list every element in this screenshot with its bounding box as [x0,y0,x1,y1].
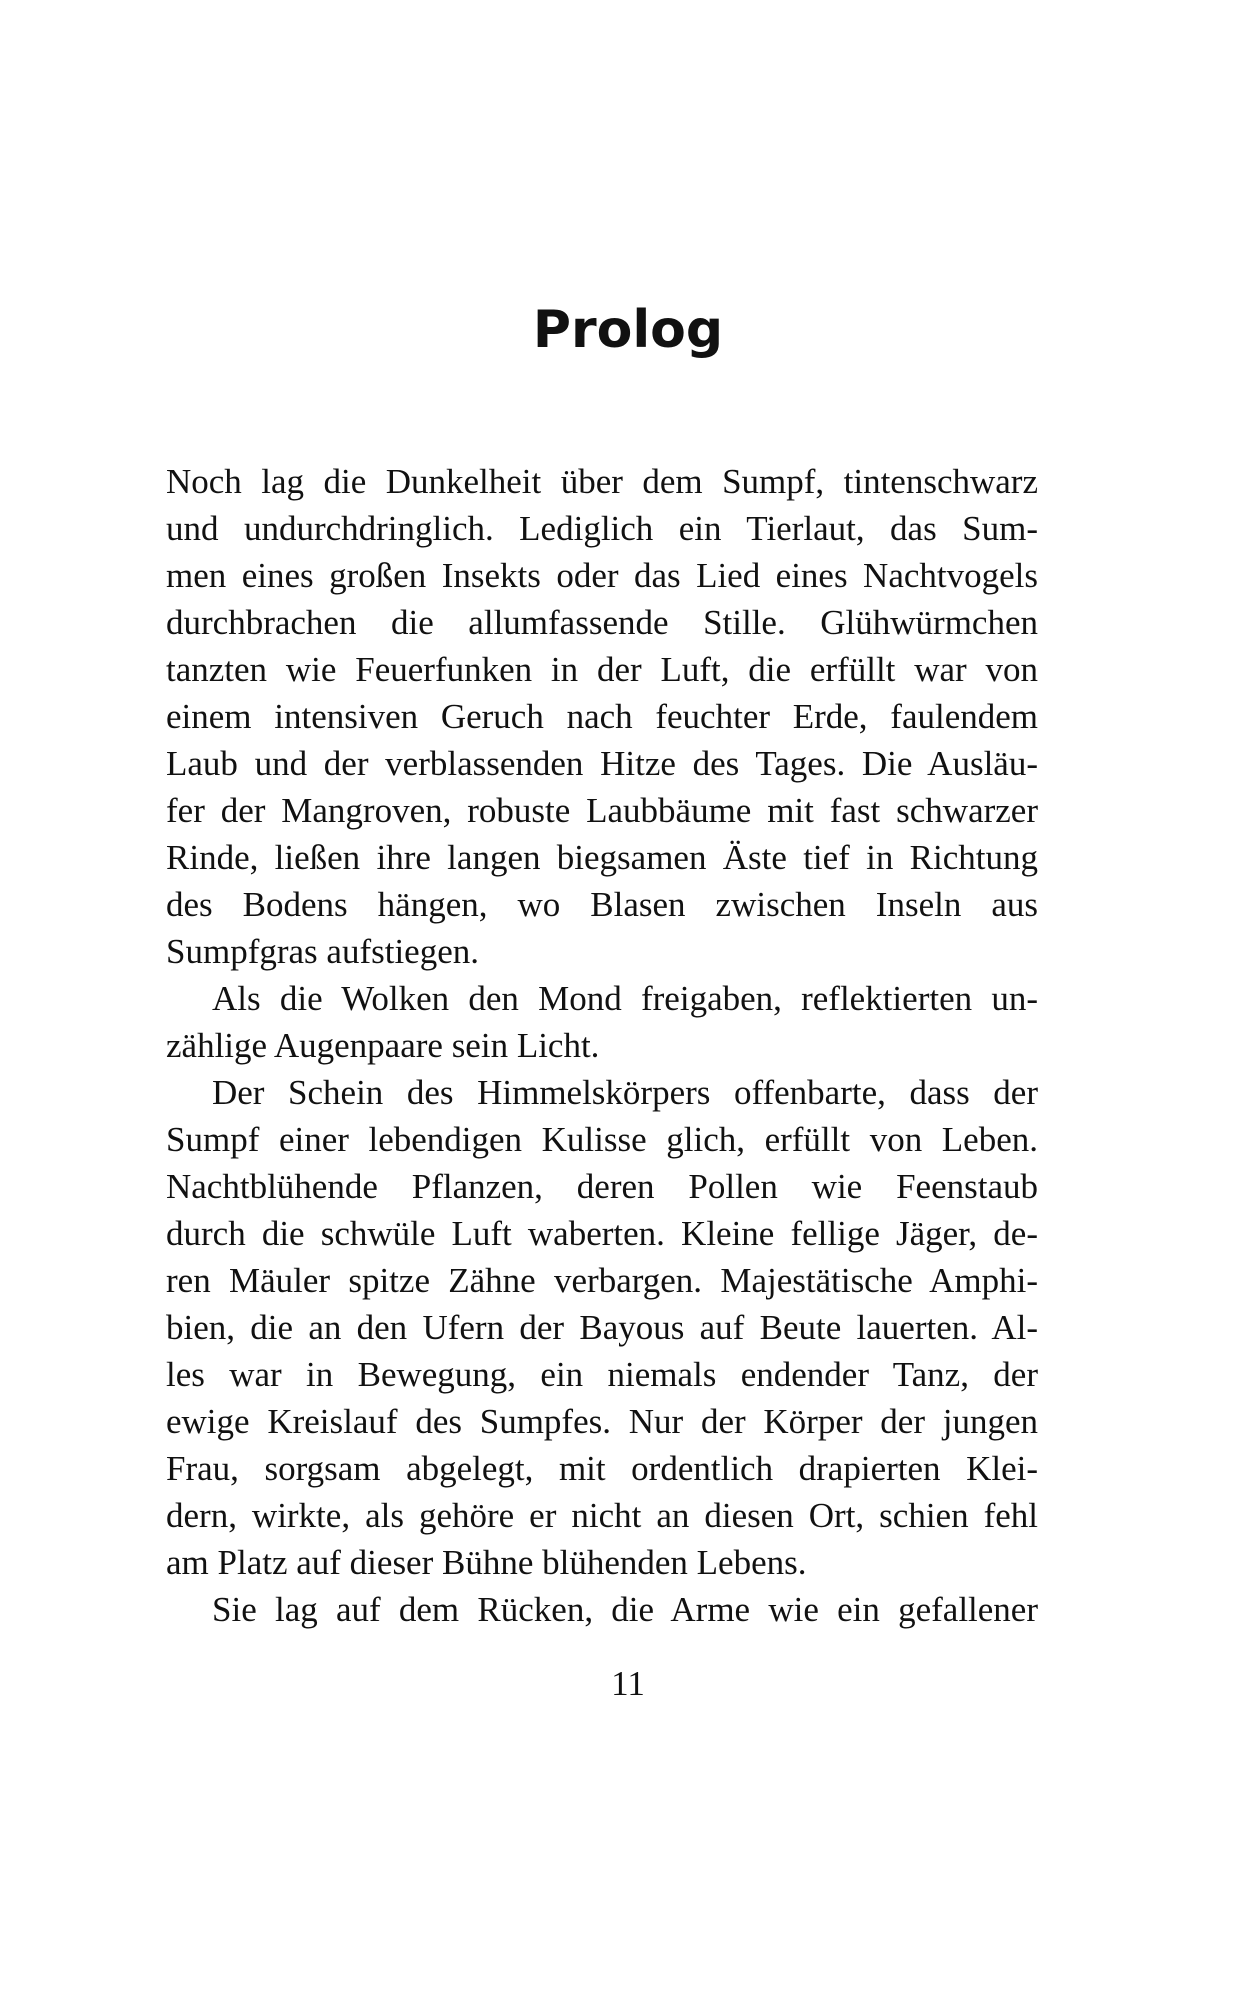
paragraph [166,975,1038,1069]
text-line: zählige Augenpaare sein Licht. [166,1026,600,1065]
text-line: Frau, sorgsam abgelegt, mit ordentlich drapierten Klei- [166,1449,1038,1488]
chapter-title: Prolog [532,300,724,360]
text-line: Der Schein des Himmelskörpers offenbarte, dass der [212,1073,1038,1112]
text-line: Noch lag die Dunkelheit über dem Sumpf, tintenschwarz [166,462,1038,501]
text-line: am Platz auf dieser Bühne blühenden Lebens. [166,1543,807,1582]
text-line: einem intensiven Geruch nach feuchter Erde, faulendem [166,697,1038,736]
text-line: ren Mäuler spitze Zähne verbargen. Majestätische Amphi- [166,1261,1038,1300]
text-line: bien, die an den Ufern der Bayous auf Beute lauerten. Al- [166,1308,1038,1347]
text-line: Laub und der verblassenden Hitze des Tages. Die Ausläu- [166,744,1038,783]
text-line: men eines großen Insekts oder das Lied eines Nachtvogels [166,556,1038,595]
text-line: Sumpfgras aufstiegen. [166,932,479,971]
text-line: Als die Wolken den Mond freigaben, reflektierten un- [212,979,1038,1018]
text-line: fer der Mangroven, robuste Laubbäume mit fast schwarzer [166,791,1038,830]
text-line: des Bodens hängen, wo Blasen zwischen Inseln aus [166,885,1038,924]
text-line: Sumpf einer lebendigen Kulisse glich, erfüllt von Leben. [166,1120,1038,1159]
text-line: und undurchdringlich. Lediglich ein Tierlaut, das Sum- [166,509,1038,548]
text-line: durch die schwüle Luft waberten. Kleine fellige Jäger, de- [166,1214,1038,1253]
paragraph [166,1069,1038,1586]
text-line: les war in Bewegung, ein niemals endender Tanz, der [166,1355,1038,1394]
paragraph [166,458,1038,975]
text-line: durchbrachen die allumfassende Stille. Glühwürmchen [166,603,1038,642]
text-line: tanzten wie Feuerfunken in der Luft, die erfüllt war von [166,650,1038,689]
paragraph [166,1586,1038,1633]
text-line: Nachtblühende Pflanzen, deren Pollen wie Feenstaub [166,1167,1038,1206]
page-number: 11 [611,1664,645,1703]
text-line: dern, wirkte, als gehöre er nicht an diesen Ort, schien fehl [166,1496,1038,1535]
text-line: ewige Kreislauf des Sumpfes. Nur der Körper der jungen [166,1402,1038,1441]
body-text [166,458,1038,1633]
text-line: Rinde, ließen ihre langen biegsamen Äste tief in Richtung [166,838,1038,877]
text-line: Sie lag auf dem Rücken, die Arme wie ein gefallener [212,1590,1038,1629]
